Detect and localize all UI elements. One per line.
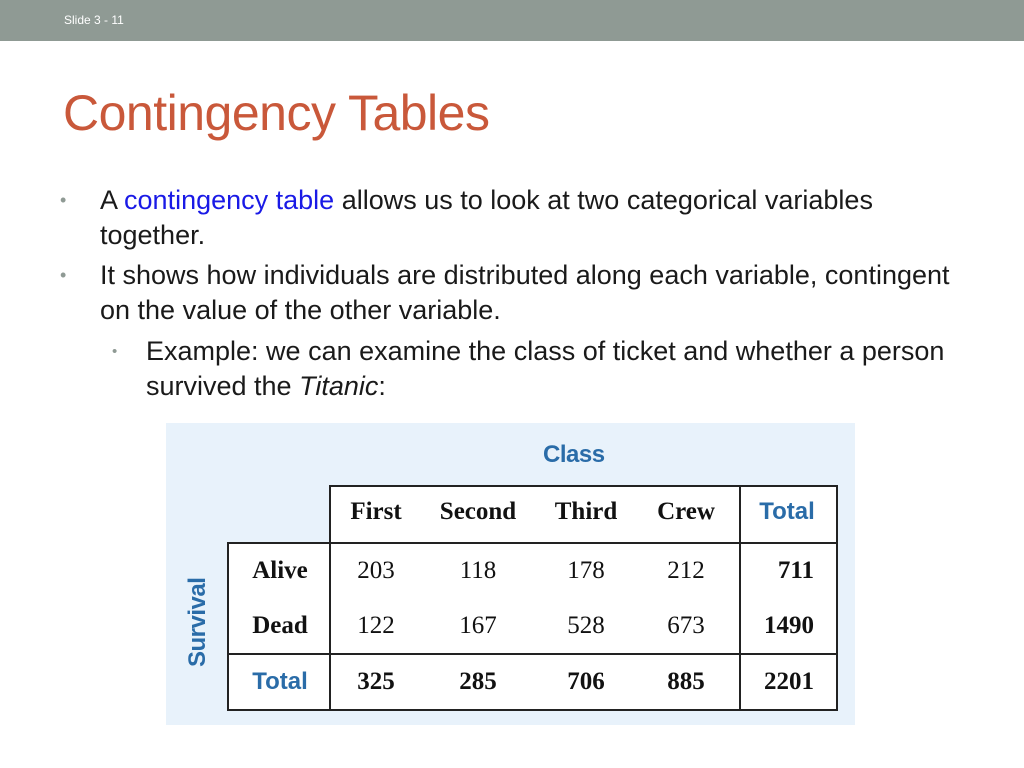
column-total-crew: 885 [667, 668, 705, 695]
column-total-second: 285 [459, 668, 497, 695]
slide-title: Contingency Tables [63, 85, 490, 141]
row-total-dead: 1490 [764, 612, 814, 639]
table-cell: 118 [459, 557, 497, 584]
sub-bullet-suffix: : [378, 371, 386, 401]
bullet-item-1 [60, 183, 920, 253]
total-column-divider [739, 485, 741, 711]
column-header-crew: Crew [657, 498, 715, 525]
table-cell: 178 [567, 557, 605, 584]
table-cell: 122 [357, 612, 395, 639]
total-row-divider [227, 653, 838, 655]
bullet-1-text: allows us to look at two categorical variables together. [100, 185, 873, 250]
contingency-table-term: contingency table [124, 185, 335, 215]
survival-header: Survival [184, 577, 211, 667]
column-header-third: Third [554, 498, 618, 525]
table-cell: 212 [667, 557, 705, 584]
row-label-dead: Dead [252, 612, 308, 639]
grand-total: 2201 [764, 668, 814, 695]
titanic-italic: Titanic [299, 371, 379, 401]
bullet-dot-icon: • [60, 265, 67, 285]
column-header-first: First [350, 498, 402, 525]
table-cell: 167 [459, 612, 497, 639]
column-total-third: 706 [567, 668, 605, 695]
bullet-item-2 [60, 258, 960, 328]
table-cell: 528 [567, 612, 605, 639]
bullet-dot-icon: • [60, 190, 67, 210]
column-header-total: Total [759, 498, 815, 525]
column-total-first: 325 [357, 668, 395, 695]
slide-number: Slide 3 - 11 [64, 13, 124, 27]
class-header: Class [543, 441, 605, 468]
bullet-2-text: It shows how individuals are distributed along each variable, contingent on the value of the other variable. [100, 260, 950, 325]
table-cell: 203 [357, 557, 395, 584]
table-cell: 673 [667, 612, 705, 639]
row-label-total: Total [252, 668, 308, 695]
row-total-alive: 711 [777, 557, 814, 584]
sub-bullet-dot-icon: • [112, 343, 118, 360]
sub-bullet-prefix: Example: we can examine the class of ticket and whether a person survived the [146, 336, 945, 401]
slide-header-bar [0, 0, 1024, 41]
contingency-table-figure [166, 423, 855, 725]
row-label-divider [329, 542, 331, 711]
bullet-1-prefix: A [100, 185, 125, 215]
row-label-alive: Alive [252, 557, 308, 584]
sub-bullet-item-1 [112, 334, 966, 404]
column-header-second: Second [439, 498, 517, 525]
